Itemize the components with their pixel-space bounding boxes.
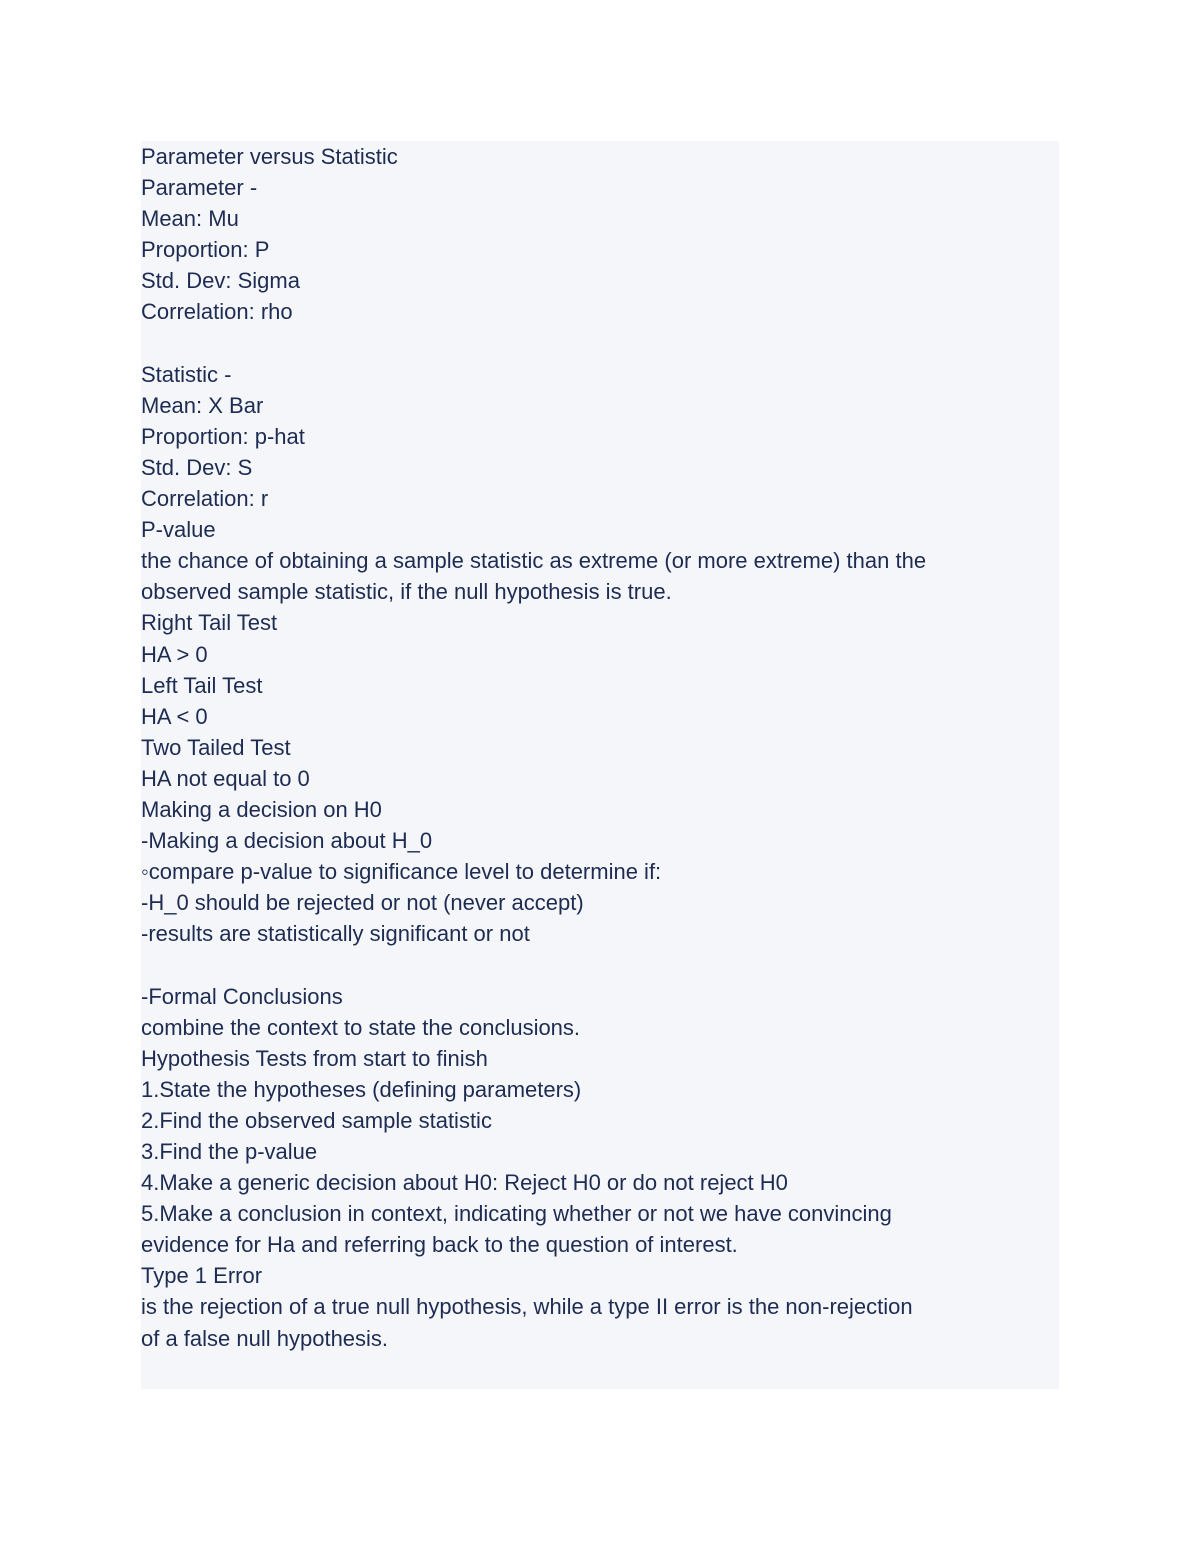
text-line: -results are statistically significant or not [141, 921, 530, 947]
text-line: Proportion: P [141, 237, 270, 263]
text-line: P-value [141, 517, 216, 543]
text-line: Std. Dev: Sigma [141, 268, 300, 294]
text-line: -Formal Conclusions [141, 983, 343, 1009]
text-line: Two Tailed Test [141, 734, 291, 760]
text-line: 1.State the hypotheses (defining parameters) [141, 1076, 582, 1102]
text-line: -Making a decision about H_0 [141, 828, 433, 854]
text-line: 3.Find the p-value [141, 1139, 318, 1164]
text-line: of a false null hypothesis. [141, 1325, 389, 1351]
text-line: Hypothesis Tests from start to finish [141, 1045, 488, 1071]
text-line: combine the context to state the conclusions. [141, 1014, 581, 1040]
text-line: Making a decision on H0 [141, 796, 382, 822]
text-line: observed sample statistic, if the null hypothesis is true. [141, 579, 672, 605]
text-line: Correlation: rho [141, 299, 293, 325]
blank-line [141, 949, 1059, 980]
text-line: -H_0 should be rejected or not (never accept) [141, 890, 584, 916]
text-line: is the rejection of a true null hypothesis, while a type II error is the non-rejection [141, 1294, 913, 1320]
text-line: Type 1 Error [141, 1263, 263, 1289]
text-line: HA not equal to 0 [141, 765, 310, 791]
text-line: Mean: Mu [141, 206, 239, 232]
text-line: Mean: X Bar [141, 392, 264, 418]
text-line: Statistic - [141, 361, 232, 387]
text-line: HA < 0 [141, 703, 208, 729]
document-text [141, 141, 1059, 1354]
text-line: HA > 0 [141, 641, 208, 667]
document-page [141, 141, 1059, 1389]
text-line: evidence for Ha and referring back to the question of interest. [141, 1232, 738, 1258]
text-line: Left Tail Test [141, 672, 263, 698]
blank-line [141, 328, 1059, 359]
text-line: Parameter - [141, 175, 258, 201]
text-line: 5.Make a conclusion in context, indicating whether or not we have convincing [141, 1201, 892, 1227]
text-line: 4.Make a generic decision about H0: Reject H0 or do not reject H0 [141, 1170, 788, 1196]
text-line: Proportion: p-hat [141, 423, 305, 449]
text-line: Right Tail Test [141, 610, 278, 636]
text-line: Std. Dev: S [141, 454, 253, 480]
text-line: Correlation: r [141, 486, 269, 512]
text-line: the chance of obtaining a sample statistic as extreme (or more extreme) than the [141, 548, 927, 574]
text-line: ◦compare p-value to significance level to determine if: [141, 859, 662, 885]
text-line: Parameter versus Statistic [141, 144, 398, 169]
text-line: 2.Find the observed sample statistic [141, 1107, 492, 1133]
